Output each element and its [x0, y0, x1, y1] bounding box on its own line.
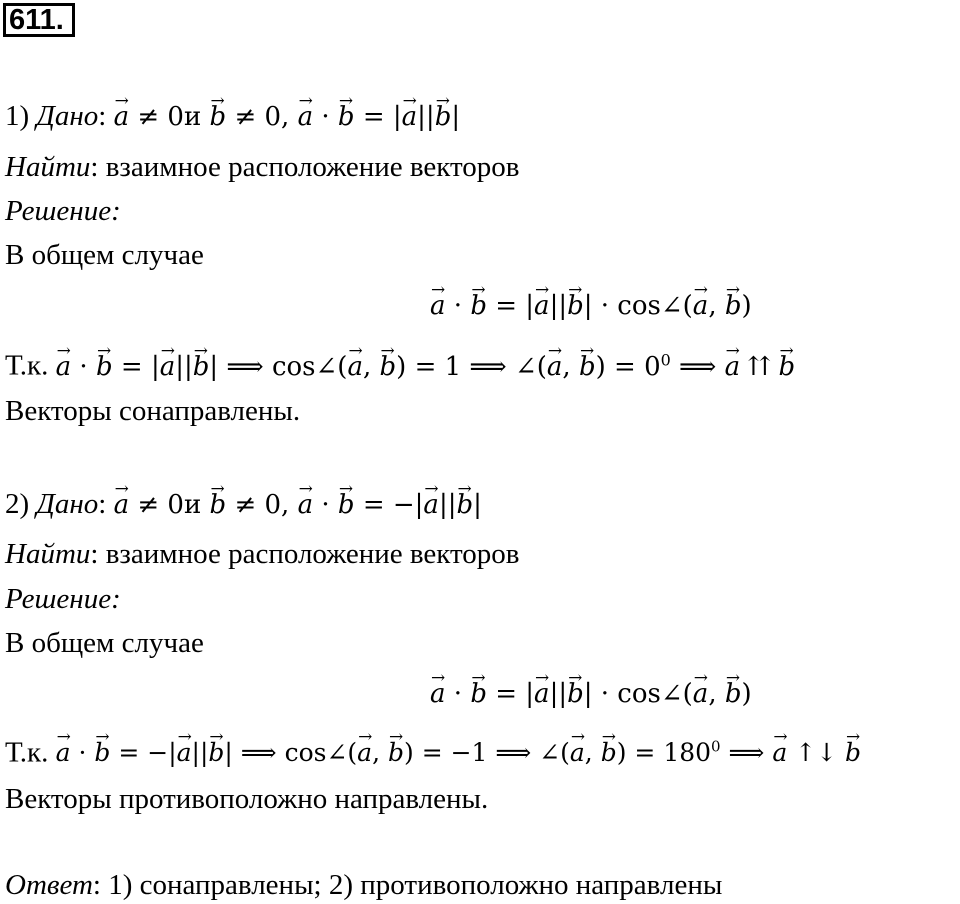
expr-text: | ⟹ cos∠( — [224, 738, 358, 768]
part2-since-line — [5, 730, 861, 770]
expr-text: ≠ 0и — [129, 490, 210, 520]
expr-text: , — [584, 738, 601, 768]
expr-text: || — [549, 679, 568, 709]
part2-solution-colon: : — [111, 583, 121, 615]
expr-text: , — [372, 738, 388, 768]
vector-b: b → — [210, 488, 227, 522]
expr-text: , — [562, 351, 579, 382]
vector-a: a → — [430, 677, 446, 711]
part2-given-expression — [114, 490, 482, 520]
vector-b: b → — [94, 736, 110, 770]
since-expression — [56, 352, 795, 382]
vector-a: a → — [347, 350, 363, 384]
part1-solution-colon: : — [111, 195, 121, 227]
vector-a: a → — [423, 488, 439, 522]
part2-solution-label: Решение — [5, 583, 112, 615]
part2-formula — [430, 676, 752, 711]
vector-b: b → — [778, 350, 795, 384]
expr-text: ) — [741, 291, 752, 321]
vector-b: b → — [725, 289, 742, 323]
part2-find-text: : взаимное расположение векторов — [90, 538, 520, 570]
vector-b: b → — [338, 488, 355, 522]
part1-given-colon: : — [98, 100, 114, 132]
vector-a: a → — [570, 736, 585, 770]
expr-text: = | — [112, 351, 160, 382]
expr-text: ) = 1 ⟹ ∠( — [396, 351, 547, 382]
since-expression — [56, 738, 861, 767]
vector-b: b → — [601, 736, 617, 770]
vector-a: a → — [725, 350, 741, 384]
since-prefix: Т.к. — [5, 349, 56, 382]
vector-b: b → — [435, 100, 452, 134]
part1-given-line — [5, 99, 460, 134]
vector-a: a → — [177, 736, 192, 770]
part2-given-line — [5, 487, 482, 522]
expr-text: || — [549, 291, 568, 321]
expr-text: ) = 180 — [616, 738, 712, 768]
expr-text: , — [362, 351, 380, 382]
expr-text: = −| — [354, 490, 424, 520]
vector-b: b → — [388, 736, 404, 770]
expr-text: = −| — [110, 738, 177, 768]
part1-general-case: В общем случае — [5, 239, 204, 271]
expr-text: , — [708, 291, 725, 321]
expr-text: · — [445, 291, 471, 321]
part1-find-text: : взаимное расположение векторов — [90, 151, 520, 183]
answer-line — [5, 868, 722, 902]
expr-text: ) = 0 — [595, 351, 661, 382]
vector-a: a → — [402, 100, 418, 134]
vector-a: a → — [693, 677, 709, 711]
part2-find-line — [5, 537, 520, 571]
expr-text: ) = −1 ⟹ ∠( — [404, 738, 570, 768]
part2-given-label: Дано — [36, 488, 99, 520]
part1-given-expression — [114, 102, 461, 132]
expr-text: ⟹ — [670, 351, 725, 382]
expr-text: = | — [354, 102, 402, 132]
part1-number: 1) — [5, 100, 37, 132]
part1-formula — [430, 288, 752, 323]
vector-a: a → — [298, 488, 314, 522]
expr-text: · — [445, 679, 471, 709]
part1-conclusion: Векторы сонаправлены. — [5, 395, 301, 427]
vector-a: a → — [772, 736, 787, 770]
formula-expression — [430, 679, 752, 709]
answer-text: : 1) сонаправлены; 2) противоположно направлены — [92, 869, 723, 901]
expr-text: | ⟹ cos∠( — [209, 351, 348, 382]
expr-text: · — [313, 490, 338, 520]
expr-text: ≠ 0и — [129, 102, 210, 132]
part1-solution-line — [5, 194, 121, 228]
vector-b: b → — [208, 736, 224, 770]
expr-text: || — [191, 738, 209, 768]
expr-text: || — [438, 490, 457, 520]
codirectional-symbol: ⇈ — [740, 351, 779, 382]
vector-a: a → — [547, 350, 563, 384]
expr-text: | — [451, 102, 461, 132]
expr-text: ⟹ — [720, 738, 773, 768]
formula-expression — [430, 291, 752, 321]
task-number: 611. — [3, 3, 75, 37]
vector-a: a → — [534, 289, 550, 323]
vector-b: b → — [725, 677, 742, 711]
expr-text: = | — [486, 291, 535, 321]
vector-a: a → — [160, 350, 176, 384]
vector-b: b → — [210, 100, 227, 134]
vector-b: b → — [380, 350, 397, 384]
expr-text: = | — [486, 679, 535, 709]
part2-number: 2) — [5, 488, 37, 520]
vector-b: b → — [470, 677, 487, 711]
expr-text: || — [417, 102, 435, 132]
answer-label: Ответ — [5, 869, 93, 901]
vector-a: a → — [114, 100, 130, 134]
expr-text: | — [473, 490, 482, 520]
expr-text: · — [313, 102, 338, 132]
expr-text: · — [70, 738, 95, 768]
expr-text: ≠ 0, — [226, 102, 298, 132]
vector-a: a → — [56, 736, 71, 770]
expr-text: ) — [741, 679, 752, 709]
vector-b: b → — [470, 289, 487, 323]
part2-find-label: Найти — [5, 538, 91, 570]
vector-a: a → — [298, 100, 314, 134]
vector-b: b → — [338, 100, 355, 134]
expr-text: || — [175, 351, 193, 382]
expr-text: , — [708, 679, 725, 709]
part1-given-label: Дано — [36, 100, 99, 132]
expr-text: | · cos∠( — [583, 291, 693, 321]
degree-superscript: 0 — [660, 350, 671, 369]
vector-a: a → — [430, 289, 446, 323]
vector-b: b → — [193, 350, 210, 384]
part2-solution-line — [5, 582, 121, 616]
vector-a: a → — [56, 350, 72, 384]
vector-a: a → — [693, 289, 709, 323]
degree-superscript: 0 — [711, 738, 721, 756]
expr-text: ≠ 0, — [226, 490, 298, 520]
expr-text: · — [71, 351, 96, 382]
vector-b: b → — [567, 677, 584, 711]
part1-solution-label: Решение — [5, 195, 112, 227]
vector-a: a → — [357, 736, 372, 770]
vector-a: a → — [534, 677, 550, 711]
part1-find-line — [5, 150, 520, 184]
expr-text: | · cos∠( — [583, 679, 693, 709]
vector-b: b → — [96, 350, 113, 384]
vector-a: a → — [114, 488, 130, 522]
part2-general-case: В общем случае — [5, 627, 204, 659]
vector-b: b → — [456, 488, 473, 522]
part1-find-label: Найти — [5, 151, 91, 183]
part1-since-line — [5, 343, 795, 384]
vector-b: b → — [845, 736, 861, 770]
opposite-direction-symbol: ↑↓ — [787, 738, 846, 768]
vector-b: b → — [579, 350, 596, 384]
since-prefix: Т.к. — [5, 736, 56, 769]
vector-b: b → — [567, 289, 584, 323]
part2-given-colon: : — [98, 488, 114, 520]
part2-conclusion: Векторы противоположно направлены. — [5, 783, 489, 815]
